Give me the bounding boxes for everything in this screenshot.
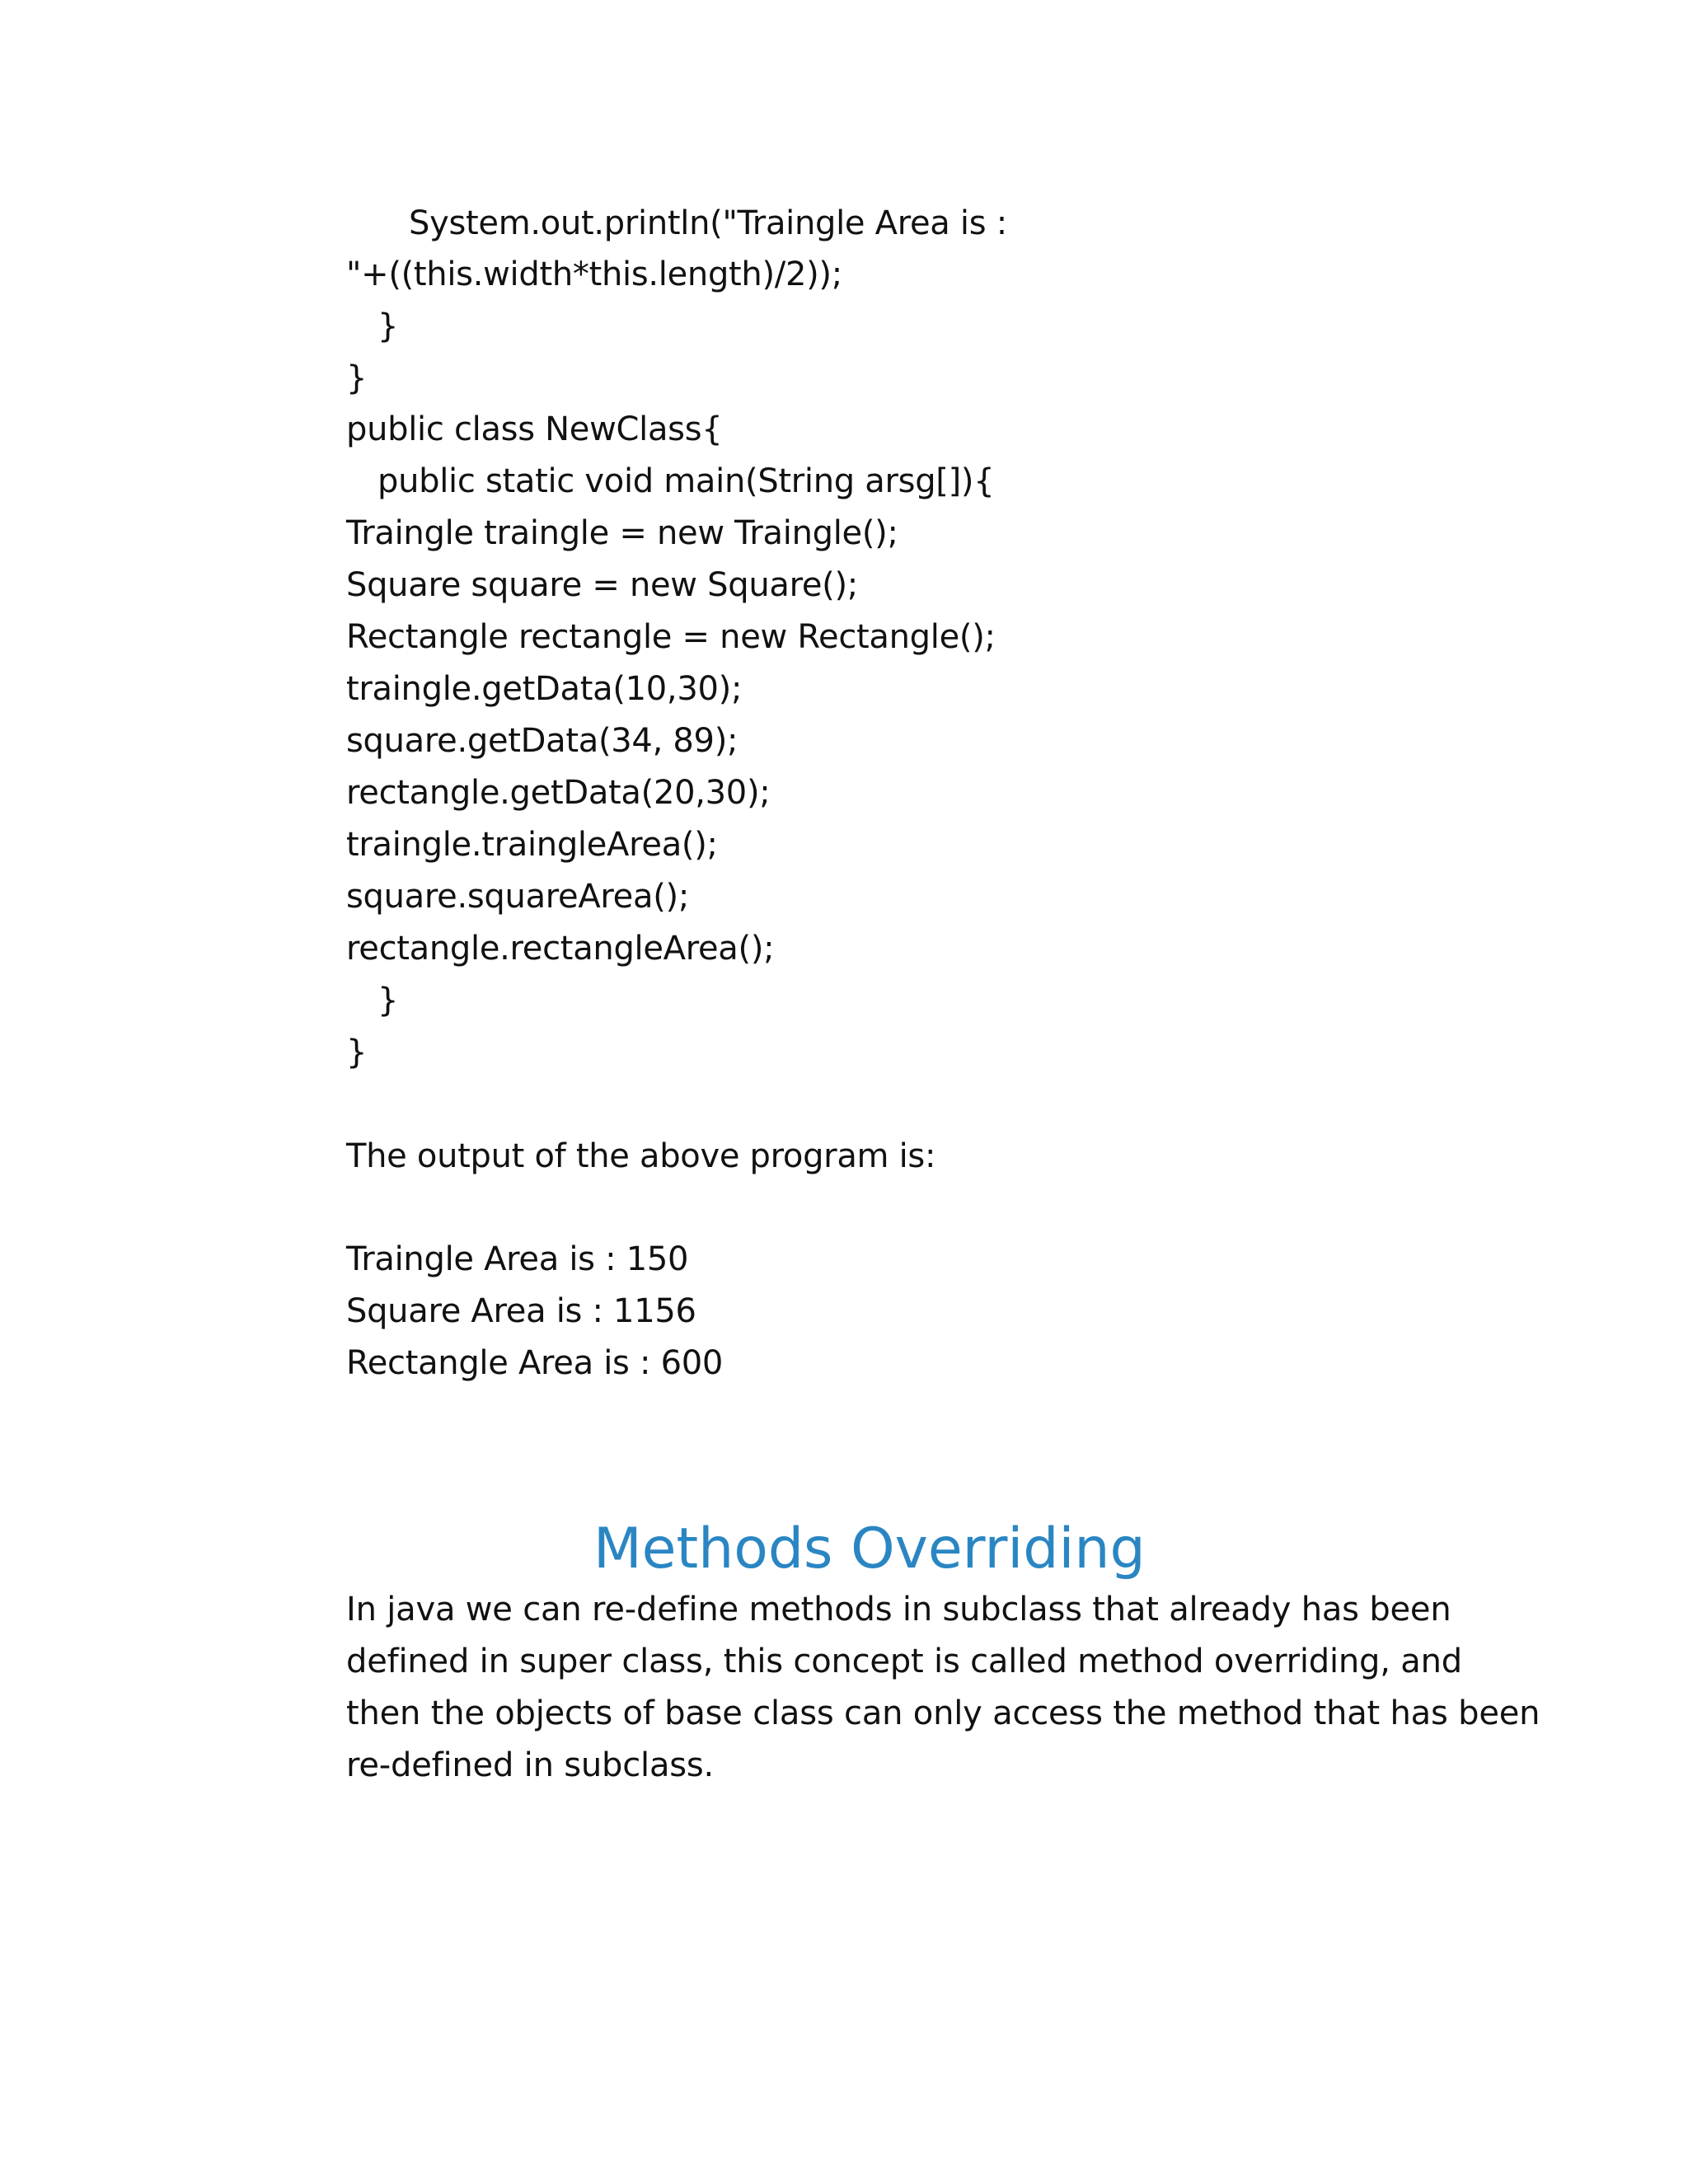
code-line: square.getData(34, 89); [346, 722, 738, 760]
code-line: Rectangle rectangle = new Rectangle(); [346, 618, 996, 656]
code-line: } [346, 359, 368, 397]
code-line: square.squareArea(); [346, 878, 689, 916]
code-line: "+((this.width*this.length)/2)); [346, 255, 842, 293]
code-line: } [377, 982, 399, 1019]
paragraph-line: re-defined in subclass. [346, 1746, 715, 1784]
section-heading: Methods Overriding [593, 1516, 1146, 1582]
code-line: Traingle traingle = new Traingle(); [346, 514, 898, 552]
code-line: public static void main(String arsg[]){ [377, 462, 995, 500]
code-line: } [377, 307, 399, 345]
output-line: Rectangle Area is : 600 [346, 1344, 724, 1382]
output-line: Traingle Area is : 150 [346, 1240, 689, 1278]
code-line: rectangle.getData(20,30); [346, 774, 771, 812]
code-line: traingle.getData(10,30); [346, 670, 743, 708]
code-line: rectangle.rectangleArea(); [346, 930, 775, 968]
code-line: public class NewClass{ [346, 410, 723, 448]
code-line: } [346, 1033, 368, 1071]
code-line: Square square = new Square(); [346, 566, 858, 604]
paragraph-line: defined in super class, this concept is called method overriding, and [346, 1643, 1462, 1680]
code-line: System.out.println("Traingle Area is : [409, 204, 1007, 242]
code-line: traingle.traingleArea(); [346, 826, 718, 864]
paragraph-line: In java we can re-define methods in subclass that already has been [346, 1591, 1451, 1629]
output-line: Square Area is : 1156 [346, 1292, 696, 1330]
output-intro: The output of the above program is: [346, 1137, 936, 1175]
paragraph-line: then the objects of base class can only access the method that has been [346, 1694, 1540, 1732]
